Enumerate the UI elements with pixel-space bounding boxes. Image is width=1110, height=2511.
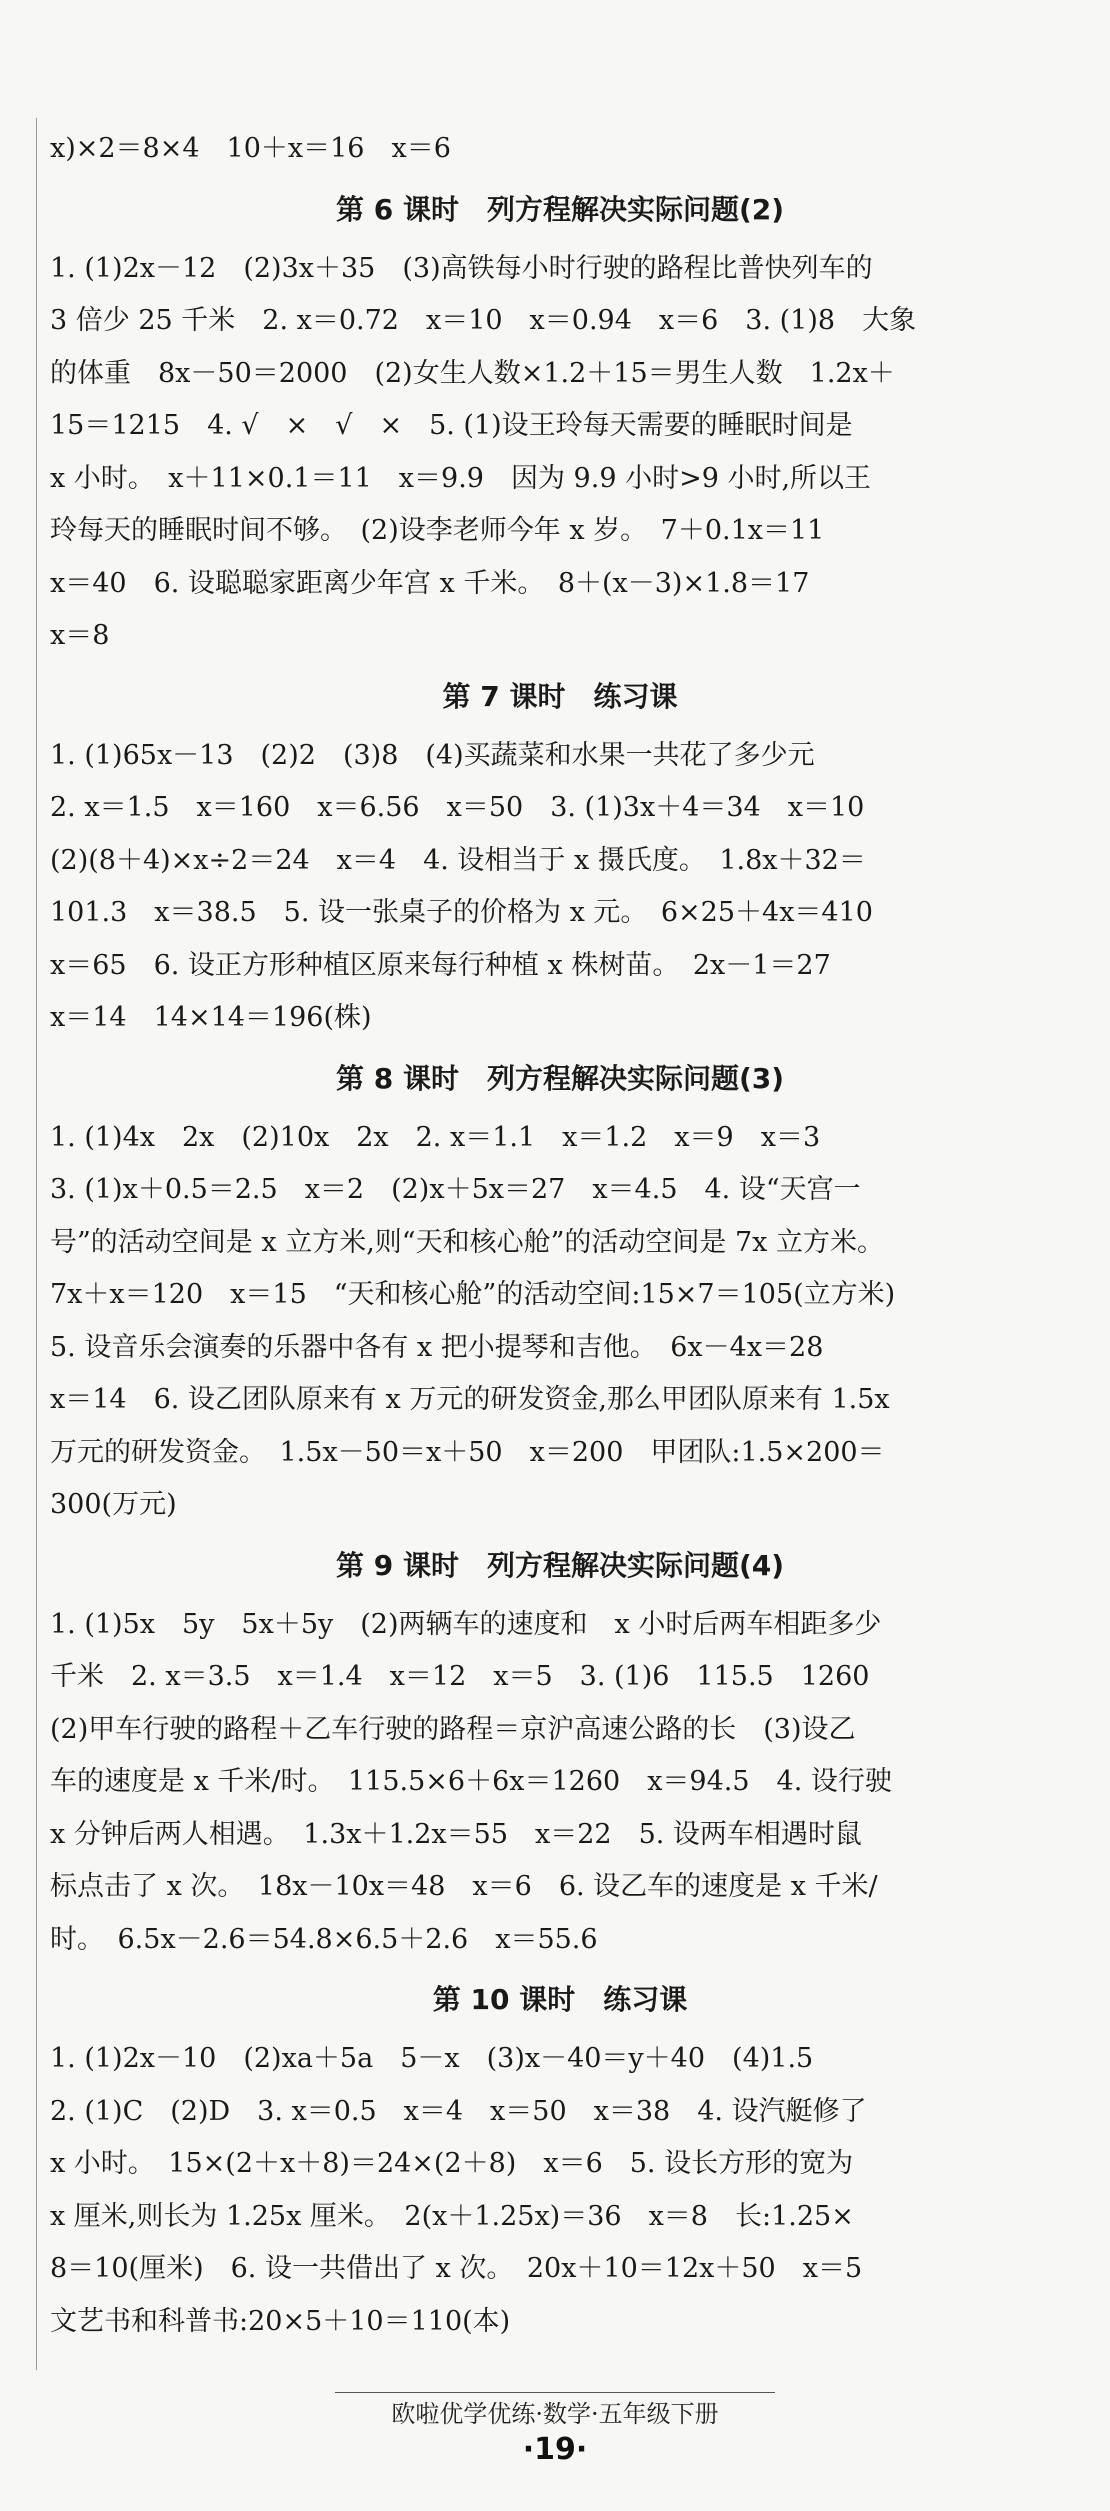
answer-line: 1. (1)65x－13 (2)2 (3)8 (4)买蔬菜和水果一共花了多少元 — [50, 739, 815, 771]
answer-line: 2. (1)C (2)D 3. x＝0.5 x＝4 x＝50 x＝38 4. 设汽艇修了 — [50, 2095, 867, 2127]
answer-line: 车的速度是 x 千米/时。 115.5×6＋6x＝1260 x＝94.5 4. 设行驶 — [50, 1766, 892, 1797]
answer-line: 千米 2. x＝3.5 x＝1.4 x＝12 x＝5 3. (1)6 115.5 1260 — [50, 1661, 870, 1692]
section-title: 第 7 课时 练习课 — [442, 679, 678, 713]
answer-line: x 分钟后两人相遇。 1.3x＋1.2x＝55 x＝22 5. 设两车相遇时鼠 — [50, 1818, 862, 1850]
answer-line: x＝14 14×14＝196(株) — [50, 1002, 372, 1033]
answer-line: 1. (1)5x 5y 5x＋5y (2)两辆车的速度和 x 小时后两车相距多少 — [50, 1608, 882, 1640]
answer-line: 万元的研发资金。 1.5x－50＝x＋50 x＝200 甲团队:1.5×200＝ — [50, 1436, 885, 1468]
answer-line: 文艺书和科普书:20×5＋10＝110(本) — [50, 2305, 511, 2337]
answer-line: 1. (1)2x－10 (2)xa＋5a 5－x (3)x－40＝y＋40 (4)1.5 — [50, 2043, 814, 2074]
answer-line: 7x＋x＝120 x＝15 “天和核心舱”的活动空间:15×7＝105(立方米) — [50, 1279, 896, 1310]
left-margin-rule — [36, 118, 37, 2370]
answer-content — [50, 123, 1070, 2348]
answer-line: 号”的活动空间是 x 立方米,则“天和核心舱”的活动空间是 7x 立方米。 — [50, 1226, 884, 1258]
answer-line: 1. (1)2x－12 (2)3x＋35 (3)高铁每小时行驶的路程比普快列车的 — [50, 252, 873, 284]
answer-line: 标点击了 x 次。 18x－10x＝48 x＝6 6. 设乙车的速度是 x 千米/ — [50, 1871, 878, 1902]
answer-line: x 小时。 x＋11×0.1＝11 x＝9.9 因为 9.9 小时>9 小时,所以王 — [50, 462, 872, 494]
section-title: 第 10 课时 练习课 — [432, 1983, 688, 2016]
answer-line: 时。 6.5x－2.6＝54.8×6.5＋2.6 x＝55.6 — [50, 1923, 598, 1955]
answer-line: 的体重 8x－50＝2000 (2)女生人数×1.2＋15＝男生人数 1.2x＋ — [50, 357, 895, 389]
answer-line: x＝8 — [50, 620, 110, 651]
answer-line: 5. 设音乐会演奏的乐器中各有 x 把小提琴和吉他。 6x－4x＝28 — [50, 1331, 824, 1363]
answer-line: 300(万元) — [50, 1489, 177, 1520]
intro-line: x)×2＝8×4 10＋x＝16 x＝6 — [50, 133, 451, 164]
book-title: 欧啦优学优练·数学·五年级下册 — [391, 2400, 719, 2428]
answer-line: x 小时。 15×(2＋x＋8)＝24×(2＋8) x＝6 5. 设长方形的宽为 — [50, 2148, 854, 2179]
answer-line: (2)甲车行驶的路程＋乙车行驶的路程＝京沪高速公路的长 (3)设乙 — [50, 1713, 856, 1745]
section-lesson-7 — [50, 663, 1070, 1045]
answer-line: 8＝10(厘米) 6. 设一共借出了 x 次。 20x＋10＝12x＋50 x＝5 — [50, 2253, 863, 2284]
answer-line: x＝40 6. 设聪聪家距离少年宫 x 千米。 8＋(x－3)×1.8＝17 — [50, 567, 810, 599]
answer-line: x 厘米,则长为 1.25x 厘米。 2(x＋1.25x)＝36 x＝8 长:1.25× — [50, 2200, 854, 2232]
section-lesson-6 — [50, 176, 1070, 663]
answer-line: 101.3 x＝38.5 5. 设一张桌子的价格为 x 元。 6×25＋4x＝410 — [50, 897, 873, 928]
answer-line: 3 倍少 25 千米 2. x＝0.72 x＝10 x＝0.94 x＝6 3. (1)8 大象 — [50, 305, 917, 336]
footer-divider — [335, 2392, 775, 2393]
section-title: 第 6 课时 列方程解决实际问题(2) — [335, 192, 785, 226]
answer-line: 1. (1)4x 2x (2)10x 2x 2. x＝1.1 x＝1.2 x＝9 x＝3 — [50, 1121, 821, 1153]
answer-line: 玲每天的睡眠时间不够。 (2)设李老师今年 x 岁。 7＋0.1x＝11 — [50, 515, 825, 546]
answer-line: x＝14 6. 设乙团队原来有 x 万元的研发资金,那么甲团队原来有 1.5x — [50, 1384, 890, 1415]
answer-line: 3. (1)x＋0.5＝2.5 x＝2 (2)x＋5x＝27 x＝4.5 4. 设“天宫一 — [50, 1174, 861, 1205]
answer-line: 15＝1215 4. √ × √ × 5. (1)设王玲每天需要的睡眠时间是 — [50, 410, 853, 441]
section-lesson-9 — [50, 1532, 1070, 1967]
section-title: 第 8 课时 列方程解决实际问题(3) — [335, 1061, 785, 1095]
section-title: 第 9 课时 列方程解决实际问题(4) — [335, 1548, 785, 1582]
section-lesson-8 — [50, 1045, 1070, 1532]
answer-line: (2)(8＋4)×x÷2＝24 x＝4 4. 设相当于 x 摄氏度。 1.8x＋32＝ — [50, 844, 866, 876]
answer-line: 2. x＝1.5 x＝160 x＝6.56 x＝50 3. (1)3x＋4＝34 x＝10 — [50, 792, 865, 823]
page-number: ·19· — [522, 2432, 588, 2467]
section-lesson-10 — [50, 1966, 1070, 2348]
answer-line: x＝65 6. 设正方形种植区原来每行种植 x 株树苗。 2x－1＝27 — [50, 949, 831, 981]
